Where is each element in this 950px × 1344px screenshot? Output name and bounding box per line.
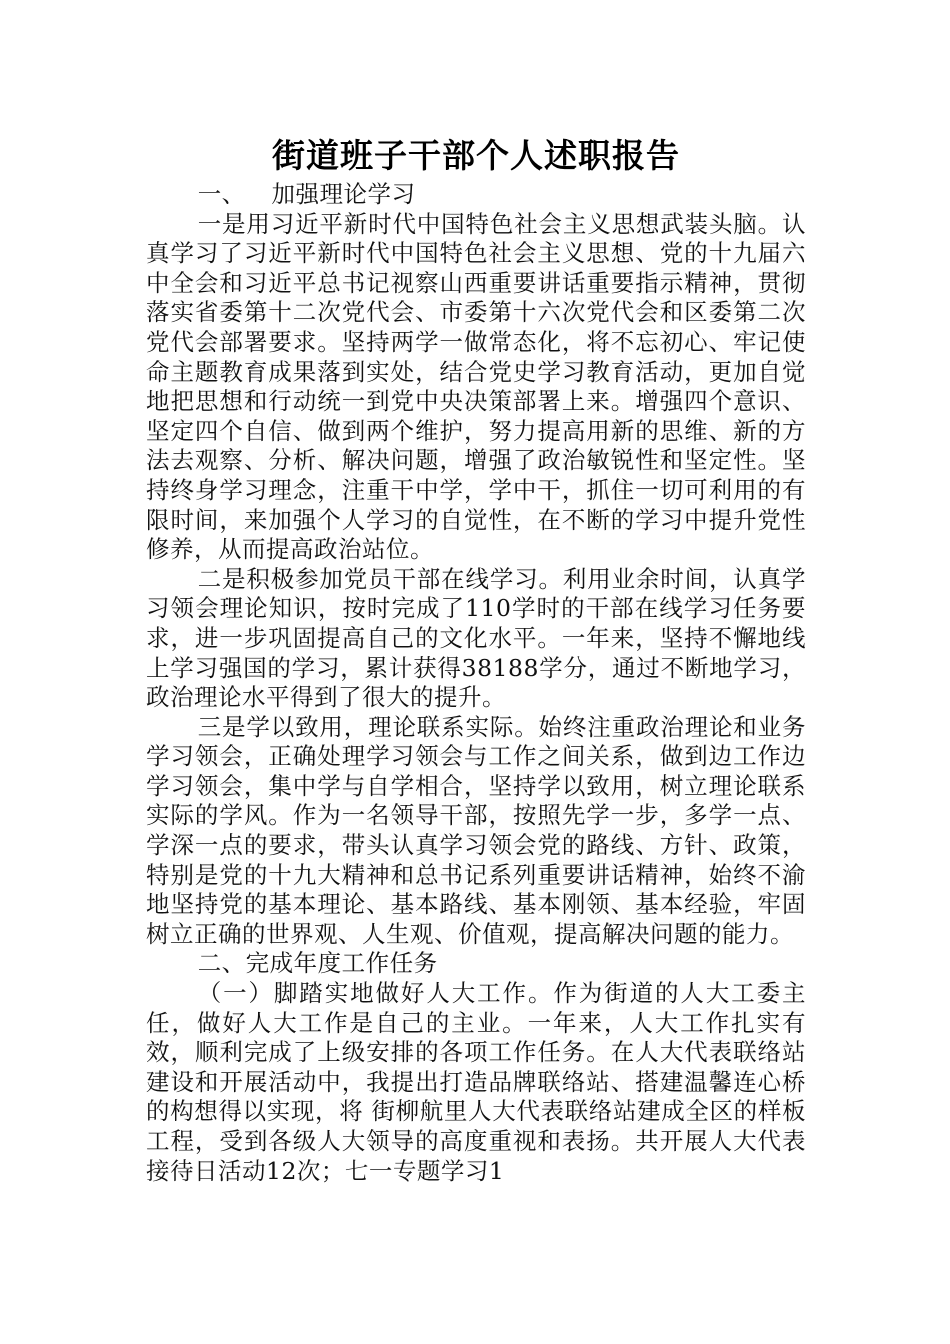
section-heading-1 [146, 180, 806, 210]
paragraph-online-learning: 二是积极参加党员干部在线学习。利用业余时间，认真学习领会理论知识，按时完成了110学时的干部在线学习任务要求，进一步巩固提高自己的文化水平。一年来，坚持不懈地线上学习强国的学习，累计获得38188学分，通过不断地学习，政治理论水平得到了很大的提升。 [146, 564, 806, 712]
paragraph-theory-thought: 一是用习近平新时代中国特色社会主义思想武装头脑。认真学习了习近平新时代中国特色社会主义思想、党的十九届六中全会和习近平总书记视察山西重要讲话重要指示精神，贯彻落实省委第十二次党代会、市委第十六次党代会和区委第二次党代会部署要求。坚持两学一做常态化，将不忘初心、牢记使命主题教育成果落到实处，结合党史学习教育活动，更加自觉地把思想和行动统一到党中央决策部署上来。增强四个意识、坚定四个自信、做到两个维护，努力提高用新的思维、新的方法去观察、分析、解决问题，增强了政治敏锐性和坚定性。坚持终身学习理念，注重干中学，学中干，抓住一切可利用的有限时间，来加强个人学习的自觉性，在不断的学习中提升党性修养，从而提高政治站位。 [146, 209, 806, 564]
document-body [146, 132, 806, 1186]
section-heading-1-text: 加强理论学习 [271, 180, 416, 208]
section-heading-2: 二、完成年度工作任务 [197, 949, 438, 978]
document-title: 街道班子干部个人述职报告 [272, 136, 680, 175]
section-heading-1-number: 一、 [197, 180, 246, 208]
paragraph-apply-learning: 三是学以致用，理论联系实际。始终注重政治理论和业务学习领会，正确处理学习领会与工作之间关系，做到边工作边学习领会，集中学与自学相合，坚持学以致用，树立理论联系实际的学风。作为一名领导干部，按照先学一步，多学一点、学深一点的要求，带头认真学习领会党的路线、方针、政策，特别是党的十九大精神和总书记系列重要讲话精神，始终不渝地坚持党的基本理论、基本路线、基本刚领、基本经验，牢固树立正确的世界观、人生观、价值观，提高解决问题的能力。 [146, 712, 806, 948]
paragraph-npc-work: （一）脚踏实地做好人大工作。作为街道的人大工委主任，做好人大工作是自己的主业。一年来，人大工作扎实有效，顺利完成了上级安排的各项工作任务。在人大代表联络站建设和开展活动中，我提出打造品牌联络站、搭建温馨连心桥的构想得以实现，将 街柳航里人大代表联络站建成全区的样板工程，受到各级人大领导的高度重视和表扬。共开展人大代表接待日活动12次；七一专题学习1 [146, 979, 806, 1185]
